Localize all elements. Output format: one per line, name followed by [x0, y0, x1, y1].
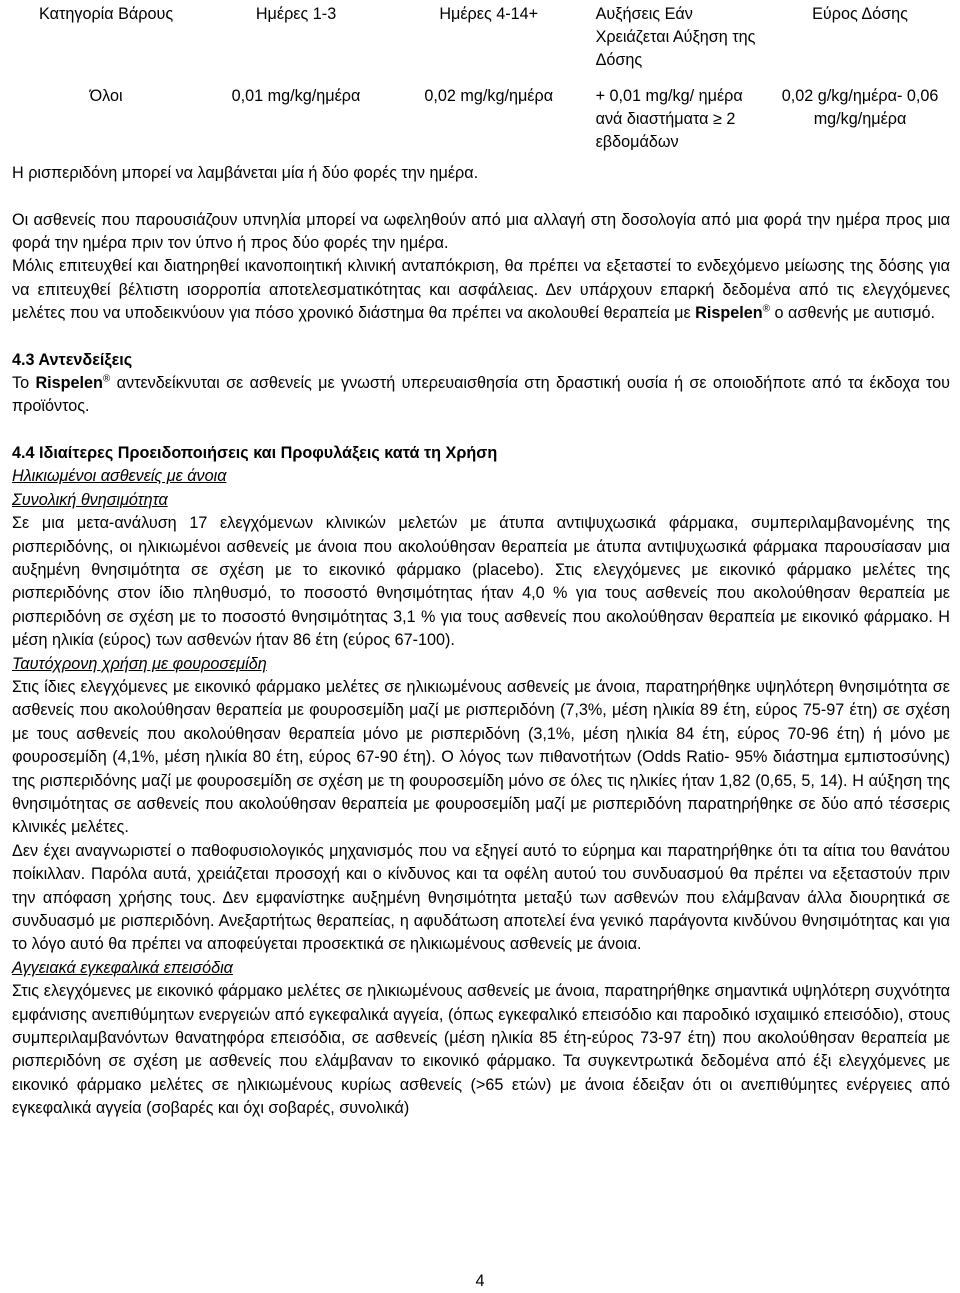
table-header-row [12, 3, 950, 85]
subheading-overall-mortality: Συνολική θνησιμότητα [12, 490, 168, 509]
header-dose-range: Εύρος Δόσης [812, 5, 908, 23]
paragraph-furosemide: Στις ίδιες ελεγχόμενες με εικονικό φάρμακο μελέτες σε ηλικιωμένους ασθενείς με άνοια, παρατηρήθηκε υψηλότερη θνησιμότητα σε ασθενείς που ακολούθησαν θεραπεία με φουροσεμίδη μαζί με ρισπεριδόνη (7,3%, μέση ηλικία 89 έτη, εύρος 75-97 έτη) σε σχέση με τους ασθενείς που ακολούθησαν θεραπεία μόνο με ρισπεριδόνη (3,1%, μέση ηλικία 84 έτη, εύρος 70-96 έτη) ή μόνο με φουροσεμίδη (4,1%, μέση ηλικία 80 έτη, εύρος 67-90 έτη). Ο λόγος των πιθανοτήτων (Odds Ratio- 95% διάστημα εμπιστοσύνης) της ρισπεριδόνης μαζί με φουροσεμίδη σε σχέση με τη φουροσεμίδη μόνο σε όλες τις ηλικίες ήταν 1,82 (0,65, 5, 14). Η αύξηση της θνησιμότητας σε ασθενείς που ακολούθησαν θεραπεία με φουροσεμίδη μαζί με ρισπεριδόνη παρατηρήθηκε σε δύο από τέσσερις κλινικές μελέτες. [12, 677, 950, 837]
cell-category: Όλοι [89, 86, 123, 105]
cell-range: 0,02 g/kg/ημέρα- 0,06 mg/kg/ημέρα [781, 86, 939, 128]
subheading-furosemide: Ταυτόχρονη χρήση με φουροσεμίδη [12, 654, 267, 673]
dosage-table [12, 3, 950, 154]
header-increase: Αυξήσεις Εάν Χρειάζεται Αύξηση της Δόσης [595, 5, 756, 70]
subheading-cerebrovascular: Αγγειακά εγκεφαλικά επεισόδια [12, 958, 233, 977]
section-4-3-title: 4.3 Αντενδείξεις [12, 350, 133, 369]
document-page [12, 0, 950, 1121]
paragraph-cerebrovascular: Στις ελεγχόμενες με εικονικό φάρμακο μελέτες σε ηλικιωμένους ασθενείς με άνοια, παρατηρήθηκε σημαντικά υψηλότερη συχνότητα εμφάνισης ανεπιθύμητων ενεργειών από εγκεφαλικά αγγεία, (όπως εγκεφαλικό επεισόδιο και παροδικό ισχαιμικό επεισόδιο), στους συμπεριλαμβανόντων θανατηφόρα επεισόδια, σε ασθενείς (μέση ηλικία 85 έτη-εύρος 73-97 έτη) που ακολούθησαν θεραπεία με ρισπεριδόνη σε σχέση με ασθενείς που ελάμβαναν το εικονικό φάρμακο. Τα συγκεντρωτικά δεδομένα από έξι ελεγχόμενες με εικονικό φάρμακο μελέτες σε ηλικιωμένους κυρίως ασθενείς (>65 ετών) με άνοια έδειξαν ότι οι ανεπιθύμητες ενέργειες από εγκεφαλικά αγγεία (σοβαρές και όχι σοβαρές, συνολικά) [12, 982, 950, 1118]
header-days-1-3: Ημέρες 1-3 [255, 5, 337, 23]
section-4-4-title: 4.4 Ιδιαίτερες Προειδοποιήσεις και Προφυλάξεις κατά τη Χρήση [12, 443, 498, 462]
registered-mark: ® [102, 373, 111, 385]
paragraph-mortality: Σε μια μετα-ανάλυση 17 ελεγχόμενων κλινικών μελετών με άτυπα αντιψυχωσικά φάρμακα, συμπεριλαμβανομένης της ρισπεριδόνης, οι ηλικιωμένοι ασθενείς με άνοια που ακολούθησαν θεραπεία με άτυπα αντιψυχωσικά φάρμακα παρουσίασαν μια αυξημένη θνησιμότητα σε σχέση με το εικονικό φάρμακο (placebo). Στις ελεγχόμενες με εικονικό φάρμακο μελέτες της ρισπεριδόνης στον ίδιο πληθυσμό, το ποσοστό θνησιμότητας ήταν 4,0 % για τους ασθενείς που ακολούθησαν θεραπεία με ρισπεριδόνη σε σχέση με το ποσοστό θνησιμότητας 3,1 % για τους ασθενείς που ακολούθησαν θεραπεία με εικονικό φάρμακο. Η μέση ηλικία (εύρος) των ασθενών ήταν 86 έτη (εύρος 67-100). [12, 514, 950, 650]
cell-days-4-14: 0,02 mg/kg/ημέρα [424, 86, 554, 105]
table-row [12, 85, 950, 155]
subheading-elderly-dementia: Ηλικιωμένοι ασθενείς με άνοια [12, 467, 227, 486]
header-days-4-14: Ημέρες 4-14+ [439, 5, 539, 23]
page-number: 4 [475, 1272, 485, 1290]
paragraph-dose-reduction: Μόλις επιτευχθεί και διατηρηθεί ικανοποιητική κλινική ανταπόκριση, θα πρέπει να εξεταστεί το ενδεχόμενο μείωσης της δόσης για να επιτευχθεί βέλτιστη ισορροπία αποτελεσματικότητας και ασφάλειας. Δεν υπάρχουν επαρκή δεδομένα από τις ελεγχόμενες μελέτες που να υποδεικνύουν για πόσο χρονικό διάστημα θα πρέπει να ακολουθεί θεραπεία με Rispelen® ο ασθενής με αυτισμό. [12, 257, 950, 323]
paragraph-contraindications: Το Rispelen® αντενδείκνυται σε ασθενείς με γνωστή υπερευαισθησία στη δραστική ουσία ή σε οποιοδήποτε από τα έκδοχα του προϊόντος. [12, 373, 951, 416]
dosing-note: Η ρισπεριδόνη μπορεί να λαμβάνεται μία ή δύο φορές την ημέρα. [12, 164, 479, 183]
cell-days-1-3: 0,01 mg/kg/ημέρα [231, 86, 361, 105]
registered-mark: ® [762, 303, 771, 315]
cell-increase: + 0,01 mg/kg/ ημέρα ανά διαστήματα ≥ 2 εβδομάδων [595, 86, 743, 152]
header-weight-category: Κατηγορία Βάρους [39, 5, 174, 23]
paragraph-somnolence: Οι ασθενείς που παρουσιάζουν υπνηλία μπορεί να ωφεληθούν από μια αλλαγή στη δοσολογία από μια φορά την ημέρα προς μια φορά την ημέρα πριν τον ύπνο ή προς δύο φορές την ημέρα. [12, 210, 950, 253]
brand-name: Rispelen [35, 374, 103, 393]
paragraph-mechanism: Δεν έχει αναγνωριστεί ο παθοφυσιολογικός μηχανισμός που να εξηγεί αυτό το εύρημα και παρατηρήθηκε ότι τα αίτια του θανάτου ποίκιλλαν. Παρόλα αυτά, χρειάζεται προσοχή και ο κίνδυνος και τα οφέλη αυτού του συνδυασμού θα πρέπει να εξεταστούν πριν την απόφαση χρήσης τους. Δεν εμφανίστηκε αυξημένη θνησιμότητα μεταξύ των ασθενών που ελάμβαναν άλλα διουρητικά σε συνδυασμό με ρισπεριδόνη. Ανεξαρτήτως θεραπείας, η αφυδάτωση αποτελεί ένα γενικό παράγοντα κινδύνου θνησιμότητας και για το λόγο αυτό θα πρέπει να αποφεύγεται προσεκτικά σε ηλικιωμένους ασθενείς με άνοια. [12, 841, 950, 954]
brand-name: Rispelen [695, 304, 763, 323]
